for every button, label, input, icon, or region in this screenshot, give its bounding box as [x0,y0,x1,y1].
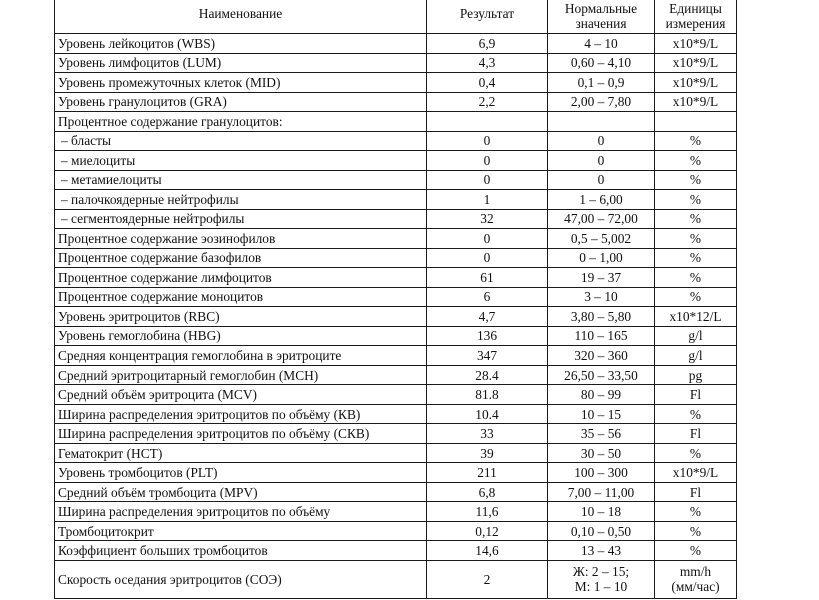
table-row [55,541,737,561]
header-normal-line2: значения [575,16,627,31]
table-row [55,268,737,288]
row-normal: 26,50 – 33,50 [548,365,655,385]
table-row [55,346,737,366]
row-name: – бласты [55,131,427,151]
row-result: 0,12 [427,521,548,541]
row-units [655,112,737,132]
row-name: – сегментоядерные нейтрофилы [55,209,427,229]
row-name: Уровень лимфоцитов (LUM) [55,53,427,73]
table-row [55,482,737,502]
table-row [55,190,737,210]
row-result: 0 [427,229,548,249]
row-normal [548,112,655,132]
row-result: 0 [427,170,548,190]
row-normal: 0 [548,131,655,151]
row-name: Гематокрит (HCT) [55,443,427,463]
row-result: 211 [427,463,548,483]
table-row [55,521,737,541]
row-result: 6,9 [427,34,548,54]
row-normal: 100 – 300 [548,463,655,483]
row-result: 28.4 [427,365,548,385]
row-units: g/l [655,326,737,346]
row-units: % [655,268,737,288]
row-result: 2,2 [427,92,548,112]
row-result: 4,3 [427,53,548,73]
row-normal: 1 – 6,00 [548,190,655,210]
row-name: Уровень гемоглобина (HBG) [55,326,427,346]
row-units: % [655,248,737,268]
row-name: Уровень промежуточных клеток (MID) [55,73,427,93]
row-result: 1 [427,190,548,210]
row-result: 11,6 [427,502,548,522]
row-units: % [655,190,737,210]
row-units: x10*9/L [655,73,737,93]
row-units: g/l [655,346,737,366]
header-units-line2: измерения [665,16,726,31]
row-units: % [655,209,737,229]
row-units: % [655,287,737,307]
row-normal: 10 – 15 [548,404,655,424]
row-name: Ширина распределения эритроцитов по объёму (СКВ) [55,424,427,444]
row-normal: 0,5 – 5,002 [548,229,655,249]
row-units: % [655,170,737,190]
row-result: 136 [427,326,548,346]
table-row [55,365,737,385]
row-result: 81.8 [427,385,548,405]
row-result: 0 [427,131,548,151]
row-normal: 4 – 10 [548,34,655,54]
row-name: Процентное содержание гранулоцитов: [55,112,427,132]
row-normal: 0,10 – 0,50 [548,521,655,541]
row-normal: 320 – 360 [548,346,655,366]
row-result: 347 [427,346,548,366]
row-units: x10*12/L [655,307,737,327]
table-row [55,131,737,151]
row-result [427,112,548,132]
row-units: % [655,521,737,541]
row-normal [548,560,655,598]
row-units: % [655,404,737,424]
row-name: Средняя концентрация гемоглобина в эритроците [55,346,427,366]
row-result: 33 [427,424,548,444]
row-normal: 110 – 165 [548,326,655,346]
table-row [55,463,737,483]
row-name: Тромбоцитокрит [55,521,427,541]
row-name: Уровень эритроцитов (RBC) [55,307,427,327]
row-units: pg [655,365,737,385]
row-result: 10.4 [427,404,548,424]
row-name: Процентное содержание базофилов [55,248,427,268]
row-normal: 0,1 – 0,9 [548,73,655,93]
row-units-line1: mm/h [679,564,712,580]
row-normal: 0,60 – 4,10 [548,53,655,73]
row-name: Скорость оседания эритроцитов (СОЭ) [55,560,427,598]
header-result: Результат [427,0,548,34]
header-units [655,0,737,34]
header-units-line1: Единицы [669,1,722,16]
table-row [55,385,737,405]
row-units: % [655,131,737,151]
row-units: x10*9/L [655,53,737,73]
row-name: Средний объём тромбоцита (MPV) [55,482,427,502]
table-row [55,92,737,112]
row-result: 0,4 [427,73,548,93]
row-name: Процентное содержание моноцитов [55,287,427,307]
header-normal [548,0,655,34]
blood-test-table [54,0,737,599]
table-row [55,248,737,268]
row-units: % [655,151,737,171]
results-sheet [54,0,736,599]
row-units: Fl [655,385,737,405]
row-normal: 30 – 50 [548,443,655,463]
row-name: Средний объём эритроцита (MCV) [55,385,427,405]
table-row [55,424,737,444]
row-normal: 0 [548,170,655,190]
table-row [55,229,737,249]
row-normal: 80 – 99 [548,385,655,405]
row-normal: 13 – 43 [548,541,655,561]
row-normal-line1: Ж: 2 – 15; [572,564,630,580]
row-normal: 0 – 1,00 [548,248,655,268]
table-row [55,287,737,307]
row-name: – миелоциты [55,151,427,171]
row-name: – метамиелоциты [55,170,427,190]
row-units [655,560,737,598]
row-normal: 3,80 – 5,80 [548,307,655,327]
row-units-line2: (мм/час) [671,579,720,595]
row-units: % [655,443,737,463]
row-units: % [655,502,737,522]
row-name: Уровень лейкоцитов (WBS) [55,34,427,54]
table-row [55,307,737,327]
table-row [55,112,737,132]
row-units: x10*9/L [655,463,737,483]
table-row [55,326,737,346]
row-result: 6 [427,287,548,307]
table-row [55,443,737,463]
row-name: Ширина распределения эритроцитов по объёму [55,502,427,522]
row-normal: 0 [548,151,655,171]
row-units: % [655,229,737,249]
row-normal: 2,00 – 7,80 [548,92,655,112]
row-normal: 7,00 – 11,00 [548,482,655,502]
row-name: Средний эритроцитарный гемоглобин (MCH) [55,365,427,385]
header-row [55,0,737,34]
row-result: 0 [427,151,548,171]
row-name: Процентное содержание лимфоцитов [55,268,427,288]
row-normal: 47,00 – 72,00 [548,209,655,229]
row-normal: 10 – 18 [548,502,655,522]
table-row [55,34,737,54]
row-units: Fl [655,482,737,502]
row-name: Уровень гранулоцитов (GRA) [55,92,427,112]
row-normal: 3 – 10 [548,287,655,307]
row-result: 14,6 [427,541,548,561]
table-row-esr [55,560,737,598]
table-row [55,151,737,171]
row-name: Уровень тромбоцитов (PLT) [55,463,427,483]
table-row [55,53,737,73]
row-result: 4,7 [427,307,548,327]
table-row [55,73,737,93]
row-result: 61 [427,268,548,288]
table-row [55,404,737,424]
row-name: Коэффициент больших тромбоцитов [55,541,427,561]
table-row [55,209,737,229]
row-result: 2 [427,560,548,598]
row-result: 0 [427,248,548,268]
header-name: Наименование [55,0,427,34]
row-normal: 35 – 56 [548,424,655,444]
row-normal: 19 – 37 [548,268,655,288]
row-units: % [655,541,737,561]
table-row [55,170,737,190]
row-result: 32 [427,209,548,229]
row-normal-line2: М: 1 – 10 [574,579,628,595]
table-row [55,502,737,522]
header-normal-line1: Нормальные [564,1,638,16]
table-body [55,34,737,599]
row-name: – палочкоядерные нейтрофилы [55,190,427,210]
row-result: 6,8 [427,482,548,502]
row-name: Процентное содержание эозинофилов [55,229,427,249]
row-result: 39 [427,443,548,463]
row-units: x10*9/L [655,92,737,112]
row-units: x10*9/L [655,34,737,54]
row-units: Fl [655,424,737,444]
row-name: Ширина распределения эритроцитов по объёму (КВ) [55,404,427,424]
